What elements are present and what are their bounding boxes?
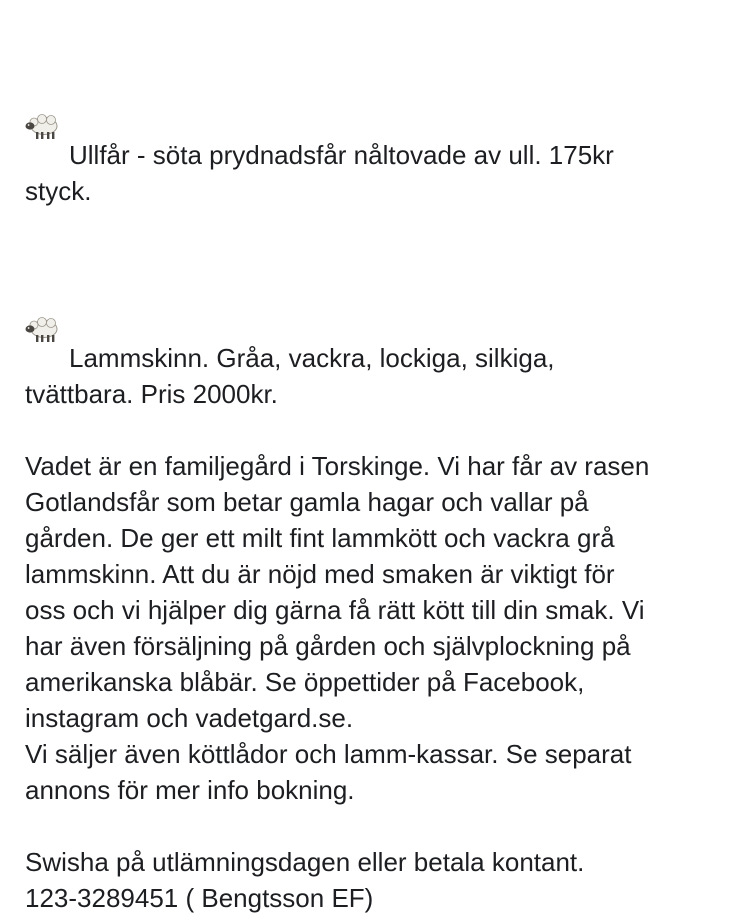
product-item-text: Ullfår - söta prydnadsfår nåltovade av ull. 175kr styck. bbox=[25, 140, 614, 206]
product-item-text: Lammskinn. Gråa, vackra, lockiga, silkiga, tvättbara. Pris 2000kr. bbox=[25, 343, 555, 409]
payment-info: Swisha på utlämningsdagen eller betala kontant. 123-3289451 ( Bengtsson EF) bbox=[25, 847, 585, 913]
farm-description: Vadet är en familjegård i Torskinge. Vi har får av rasen Gotlandsfår som betar gamla hagar och vallar på gården. De ger ett milt fint lammkött och vackra grå lammskinn. Att du är nöjd med smaken är viktigt för oss och vi hjälper dig gärna få rätt kött till din smak. Vi har även försäljning på gården och självplockning på amerikanska blåbär. Se öppettider på Facebook, instagram och vadetgard.se. Vi säljer även köttlådor och lamm-kassar. Se separat annons för mer info bokning. bbox=[25, 451, 650, 805]
product-item-lambskin bbox=[25, 245, 730, 412]
sheep-icon bbox=[25, 281, 61, 307]
product-item-wool-sheep bbox=[25, 42, 730, 209]
sheep-icon bbox=[25, 78, 61, 104]
